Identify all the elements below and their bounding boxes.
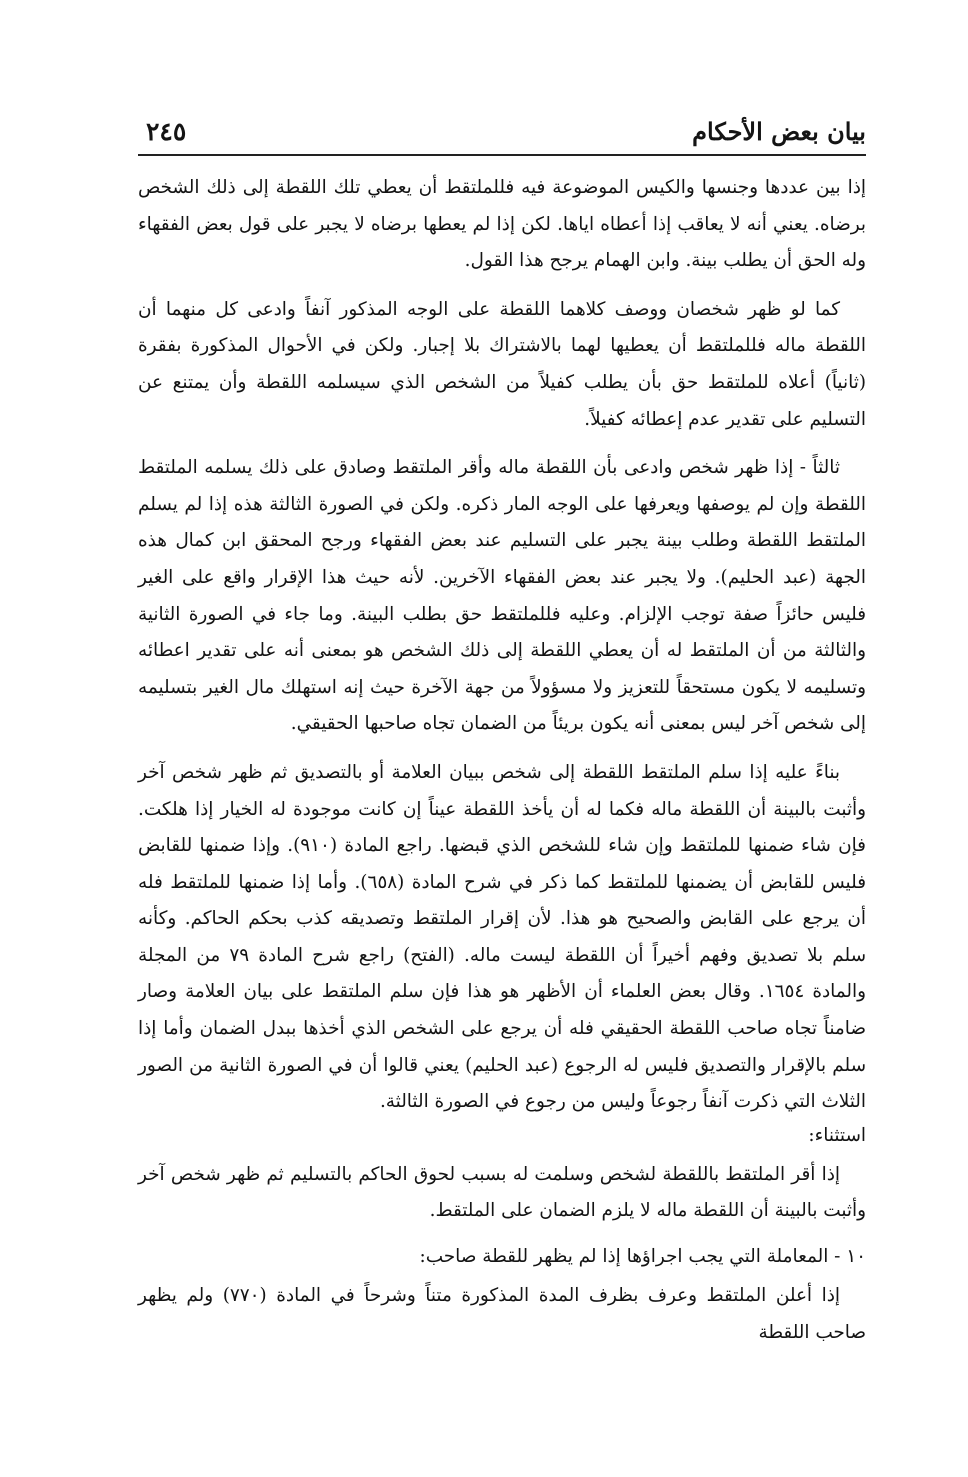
section-10-heading: ١٠ - المعاملة التي يجب اجراؤها إذا لم يظهر للقطة صاحب: [419, 1246, 866, 1268]
paragraph-4: بناءً عليه إذا سلم الملتقط اللقطة إلى شخص ببيان العلامة أو بالتصديق ثم ظهر شخص آخر وأثبت بالبينة أن اللقطة ماله فكما له أن يأخذ اللقطة عيناً إن كانت موجودة له الخيار إذا هلكت. فإن شاء ضمنها للملتقط وإن شاء للشخص الذي قبضها. راجع المادة (٩١٠). وإذا ضمنها للقابض فليس للقابض أن يضمنها للملتقط كما ذكر في شرح المادة (٦٥٨). وأما إذا ضمنها للملتقط فله أن يرجع على القابض والصحيح هو هذا. لأن إقرار الملتقط وتصديقه كذب بحكم الحاكم. وكأنه سلم بلا تصديق وفهم أخيراً أن اللقطة ليست ماله. (الفتح) راجع شرح المادة ٧٩ من المجلة والمادة ١٦٥٤. وقال بعض العلماء أن الأظهر هو هذا فإن سلم الملتقط على بيان العلامة وصار ضامناً تجاه صاحب اللقطة الحقيقي فله أن يرجع على الشخص الذي أخذها ببدل الضمان وأما إذا سلم بالإقرار والتصديق فليس له الرجوع (عبد الحليم) يعني قالوا أن في الصورة الثانية من الصور الثلاث التي ذكرت آنفاً رجوعاً وليس من رجوع في الصورة الثالثة. [138, 761, 866, 1113]
paragraph-3: ثالثاً - إذا ظهر شخص وادعى بأن اللقطة ماله وأقر الملتقط وصادق على ذلك يسلمه الملتقط اللقطة وإن لم يوصفها ويعرفها على الوجه المار ذكره. ولكن في الصورة الثالثة هذه إذا لم يسلم الملتقط اللقطة وطلب بينة يجبر على التسليم عند بعض الفقهاء ورجح المحقق ابن كمال هذه الجهة (عبد الحليم). ولا يجبر عند بعض الفقهاء الآخرين. لأنه حيث هذا الإقرار واقع على الغير فليس حائزاً صفة توجب الإلزام. وعليه فللملتقط حق بطلب البينة. وما جاء في الصورة الثانية والثالثة من أن الملتقط له أن يعطي اللقطة إلى ذلك الشخص هو بمعنى أنه على تقدير اعطائه وتسليمه لا يكون مستحقاً للتعزيز ولا مسؤولاً من جهة الآخرة حيث إنه استهلك مال الغير بتسليمه إلى شخص آخر ليس بمعنى أنه يكون بريئاً من الضمان تجاه صاحبها الحقيقي. [138, 457, 866, 735]
exception-paragraph: إذا أقر الملتقط باللقطة لشخص وسلمت له بسبب لحوق الحاكم بالتسليم ثم ظهر شخص آخر وأثبت بالبينة أن اللقطة ماله لا يلزم الضمان على الملتقط. [138, 1163, 866, 1222]
body-text [138, 170, 866, 1363]
exception-heading: استثناء: [808, 1124, 866, 1146]
paragraph-1: إذا بين عددها وجنسها والكيس الموضوعة فيه فللملتقط أن يعطي تلك اللقطة إلى ذلك الشخص برضاه. يعني أنه لا يعاقب إذا أعطاه اياها. لكن إذا لم يعطها برضاه لا يجبر على قول بعض الفقهاء وله الحق أن يطلب بينة. وابن الهمام يرجح هذا القول. [138, 177, 866, 272]
header-title: بيان بعض الأحكام [692, 117, 866, 146]
header-divider [138, 154, 866, 156]
section-10-paragraph: إذا أعلن الملتقط وعرف بظرف المدة المذكورة متناً وشرحاً في المادة (٧٧٠) ولم يظهر صاحب اللقطة [138, 1285, 866, 1343]
page-number: ٢٤٥ [146, 117, 187, 146]
running-header [138, 116, 866, 154]
paragraph-2: كما لو ظهر شخصان ووصف كلاهما اللقطة على الوجه المذكور آنفاً وادعى كل منهما أن اللقطة ماله فللملتقط أن يعطيها لهما بالاشتراك بلا إجبار. ولكن في الأحوال المذكورة بفقرة (ثانياً) أعلاه للملتقط حق بأن يطلب كفيلاً من الشخص الذي سيسلمه اللقطة وأن يمتنع عن التسليم على تقدير عدم إعطائه كفيلاً. [138, 298, 866, 430]
